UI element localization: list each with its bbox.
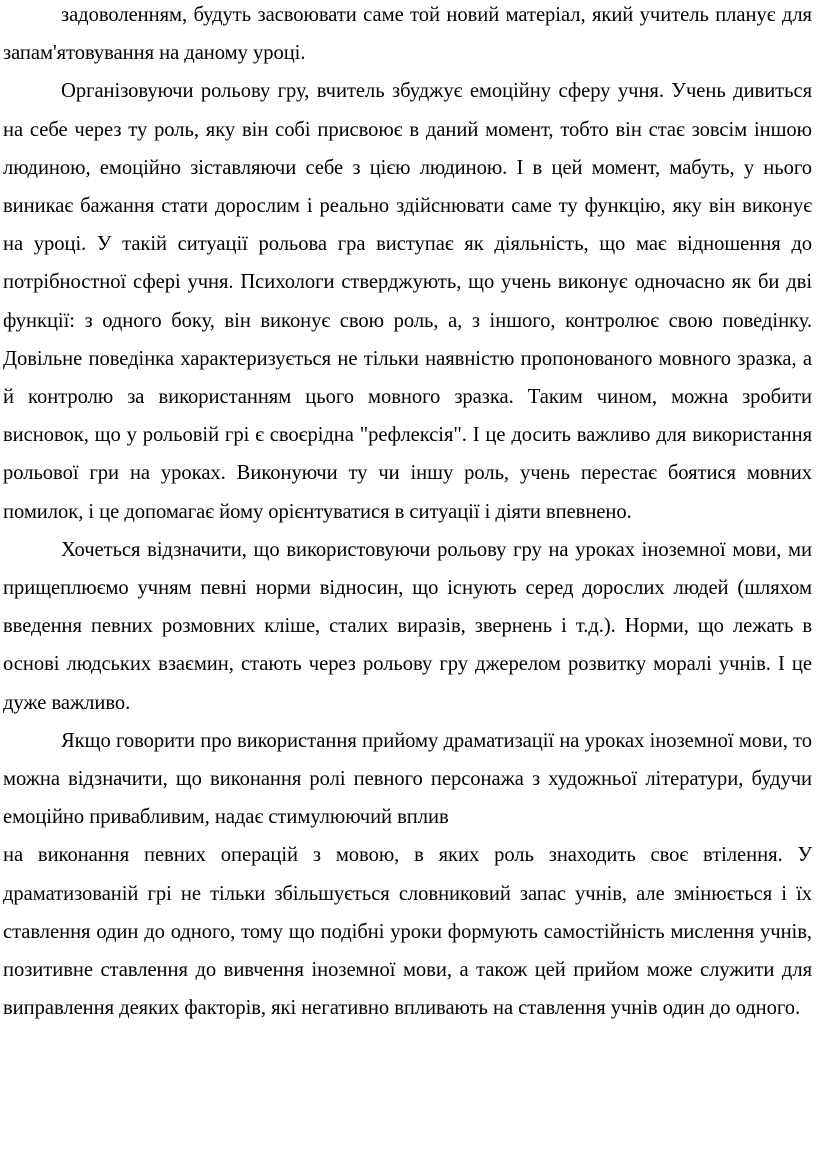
paragraph-4: Якщо говорити про використання прийому драматизації на уроках іноземної мови, то можна відзначити, що виконання ролі певного персонажа з художньої літератури, будучи емоційно привабливим, надає стимулюючий вплив <box>3 729 812 829</box>
paragraph-2: Організовуючи рольову гру, вчитель збуджує емоційну сферу учня. Учень дивиться на себе через ту роль, яку він собі присвоює в даний момент, тобто він стає зовсім іншою людиною, емоційно зіставляючи себе з цією людиною. І в цей момент, мабуть, у нього виникає бажання стати дорослим і реально здійснювати саме ту функцію, яку він виконує на уроці. У такій ситуації рольова гра виступає як діяльність, що має відношення до потрібностної сфері учня. Психологи стверджують, що учень виконує одночасно як би дві функції: з одного боку, він виконує свою роль, а, з іншого, контролює свою поведінку. Довільне поведінка характеризується не тільки наявністю пропонованого мовного зразка, а й контролю за використанням цього мовного зразка. Таким чином, можна зробити висновок, що у рольовій грі є своєрідна "рефлексія". І це досить важливо для використання рольової гри на уроках. Виконуючи ту чи іншу роль, учень перестає боятися мовних помилок, і це допомагає йому орієнтуватися в ситуації і діяти впевнено. <box>3 80 812 523</box>
paragraph-1: задоволенням, будуть засвоювати саме той новий матеріал, який учитель планує для запам'ятовування на даному уроці. <box>3 4 812 65</box>
paragraph-5: на виконання певних операцій з мовою, в яких роль знаходить своє втілення. У драматизованій грі не тільки збільшується словниковий запас учнів, але змінюється і їх ставлення один до одного, тому що подібні уроки формують самостійність мислення учнів, позитивне ставлення до вивчення іноземної мови, а також цей прийом може служити для виправлення деяких факторів, які негативно впливають на ставлення учнів один до одного. <box>3 844 812 1020</box>
paragraph-3: Хочеться відзначити, що використовуючи рольову гру на уроках іноземної мови, ми прищеплюємо учням певні норми відносин, що існують серед дорослих людей (шляхом введення певних розмовних кліше, сталих виразів, звернень і т.д.). Норми, що лежать в основі людських взаємин, стають через рольову гру джерелом розвитку моралі учнів. І це дуже важливо. <box>3 538 812 714</box>
